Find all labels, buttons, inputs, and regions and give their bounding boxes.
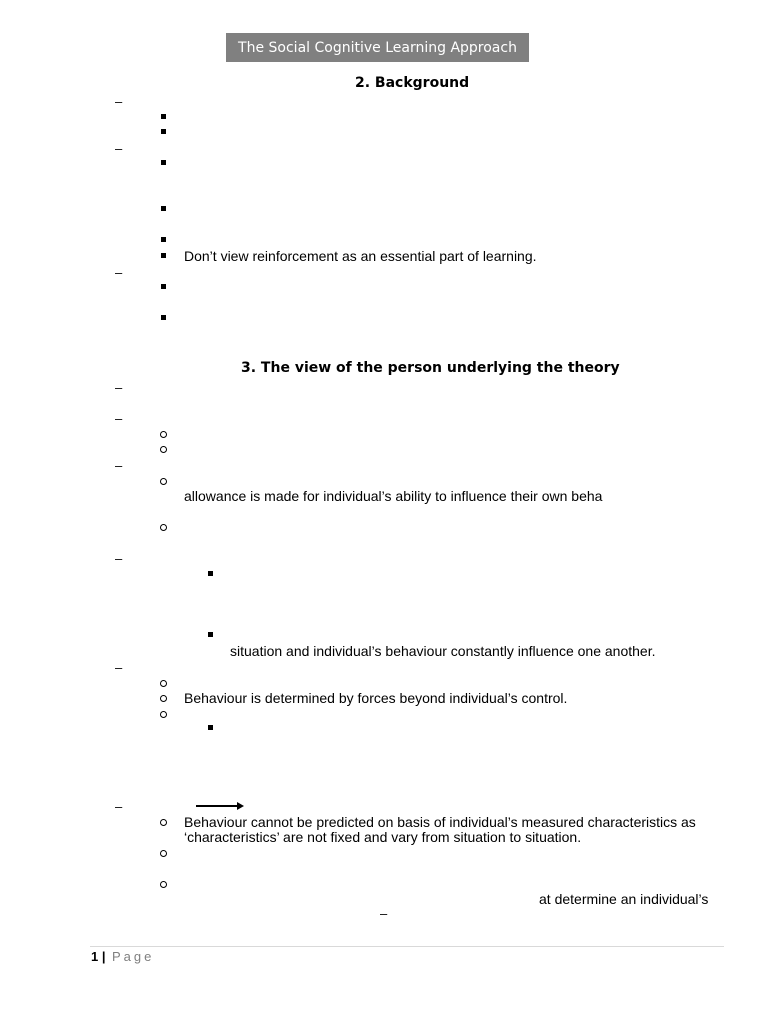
square-bullet <box>161 206 166 211</box>
footer-divider <box>90 946 724 947</box>
dash-bullet: – <box>115 265 123 280</box>
dash-bullet: – <box>115 94 123 109</box>
circle-bullet <box>160 431 167 438</box>
square-bullet <box>208 632 213 637</box>
en-dash: – <box>380 906 388 921</box>
dash-bullet: – <box>115 141 123 156</box>
square-bullet <box>208 571 213 576</box>
square-bullet <box>161 160 166 165</box>
circle-bullet <box>160 695 167 702</box>
text-line-reinforcement: Don’t view reinforcement as an essential part of learning. <box>184 248 537 264</box>
text-line-situation: situation and individual’s behaviour constantly influence one another. <box>230 643 656 659</box>
text-line-determine: at determine an individual’s <box>539 891 709 907</box>
circle-bullet <box>160 478 167 485</box>
dash-bullet: – <box>115 799 123 814</box>
text-line-predicted-2: ‘characteristics’ are not fixed and vary from situation to situation. <box>184 829 582 845</box>
circle-bullet <box>160 819 167 826</box>
circle-bullet <box>160 446 167 453</box>
dash-bullet: – <box>115 660 123 675</box>
page-label: Page <box>112 949 155 964</box>
square-bullet <box>161 114 166 119</box>
dash-bullet: – <box>115 551 123 566</box>
circle-bullet <box>160 850 167 857</box>
dash-bullet: – <box>115 411 123 426</box>
section-heading-background: 2. Background <box>355 75 470 91</box>
text-line-allowance: allowance is made for individual’s ability to influence their own beha <box>184 488 603 504</box>
circle-bullet <box>160 524 167 531</box>
text-line-predicted-1: Behaviour cannot be predicted on basis of individual’s measured characteristics as <box>184 814 696 830</box>
page-number: 1 | <box>91 949 106 964</box>
section-heading-view-of-person: 3. The view of the person underlying the theory <box>241 360 620 376</box>
document-title-banner: The Social Cognitive Learning Approach <box>226 33 529 62</box>
circle-bullet <box>160 680 167 687</box>
square-bullet <box>161 129 166 134</box>
square-bullet <box>208 725 213 730</box>
square-bullet <box>161 237 166 242</box>
dash-bullet: – <box>115 458 123 473</box>
circle-bullet <box>160 881 167 888</box>
circle-bullet <box>160 711 167 718</box>
dash-bullet: – <box>115 380 123 395</box>
square-bullet <box>161 315 166 320</box>
right-arrow-icon <box>196 805 240 807</box>
square-bullet <box>161 284 166 289</box>
square-bullet <box>161 253 166 258</box>
text-line-forces: Behaviour is determined by forces beyond individual’s control. <box>184 690 568 706</box>
